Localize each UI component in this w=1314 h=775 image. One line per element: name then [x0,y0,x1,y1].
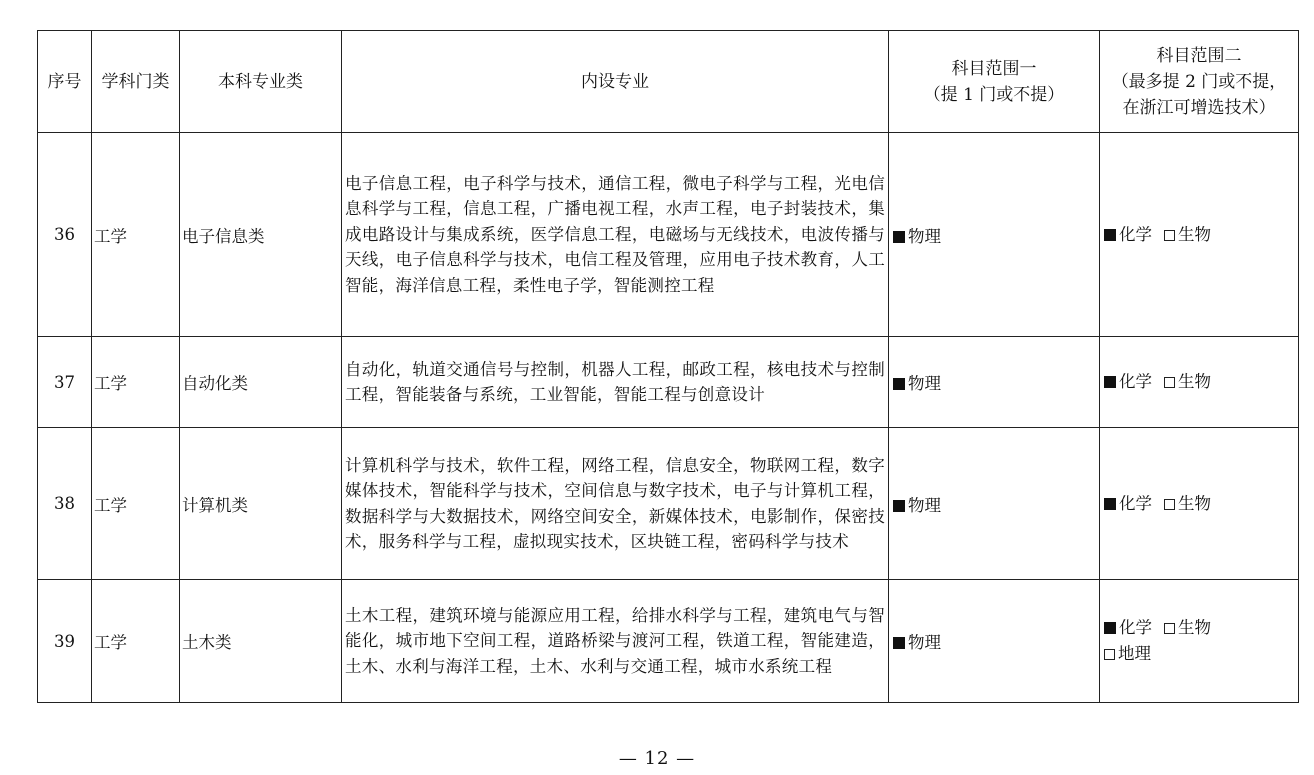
row-category: 自动化类 [180,337,342,428]
scope2-subject: 化学 [1119,618,1152,637]
scope2-subject: 生物 [1178,224,1211,244]
scope2-subject: 化学 [1119,372,1152,391]
header-majors: 内设专业 [342,31,889,133]
scope2-subject: 生物 [1178,493,1211,513]
scope2-subject: 化学 [1119,493,1152,513]
row-no: 37 [38,337,92,428]
checked-box-icon [1104,229,1116,241]
table-row [38,580,1299,703]
header-category: 本科专业类 [180,31,342,133]
row-majors: 土木工程，建筑环境与能源应用工程，给排水科学与工程，建筑电气与智能化，城市地下空间工程，道路桥梁与渡河工程，铁道工程，智能建造，土木、水利与海洋工程，土木、水利与交通工程，城市水系统工程 [342,580,889,703]
row-no: 39 [38,580,92,703]
row-scope1 [889,580,1100,703]
page-number: — 12 — [618,748,696,769]
scope1-subject: 物理 [908,495,941,515]
row-scope1 [889,337,1100,428]
table-header-row [38,31,1299,133]
row-scope2 [1100,337,1299,428]
row-majors: 计算机科学与技术，软件工程，网络工程，信息安全，物联网工程，数字媒体技术，智能科学与技术，空间信息与数字技术，电子与计算机工程，数据科学与大数据技术，网络空间安全，新媒体技术，电影制作，保密技术，服务科学与工程，虚拟现实技术，区块链工程，密码科学与技术 [342,428,889,580]
checked-box-icon [893,378,905,390]
checked-box-icon [893,637,905,649]
row-scope2 [1100,428,1299,580]
scope1-subject: 物理 [908,633,941,652]
row-scope2 [1100,580,1299,703]
checked-box-icon [893,231,905,243]
subject-requirements-table [37,30,1299,703]
row-category: 土木类 [180,580,342,703]
row-scope1 [889,133,1100,337]
table-row [38,337,1299,428]
unchecked-box-icon [1164,499,1175,510]
row-field: 工学 [92,428,180,580]
header-scope1-note: （提 1 门或不提） [923,84,1065,105]
row-majors: 电子信息工程，电子科学与技术，通信工程，微电子科学与工程，光电信息科学与工程，信息工程，广播电视工程，水声工程，电子封装技术，集成电路设计与集成系统，医学信息工程，电磁场与无线技术，电波传播与天线，电子信息科学与技术，电信工程及管理，应用电子技术教育，人工智能，海洋信息工程，柔性电子学，智能测控工程 [342,133,889,337]
header-scope2 [1100,31,1299,133]
unchecked-box-icon [1164,623,1175,634]
row-field: 工学 [92,133,180,337]
row-scope1 [889,428,1100,580]
header-field: 学科门类 [92,31,180,133]
unchecked-box-icon [1104,649,1115,660]
scope2-subject: 化学 [1119,224,1152,244]
scope2-subject: 生物 [1178,618,1211,637]
unchecked-box-icon [1164,230,1175,241]
scope1-subject: 物理 [908,226,941,246]
row-field: 工学 [92,337,180,428]
row-scope2 [1100,133,1299,337]
row-no: 36 [38,133,92,337]
checked-box-icon [893,500,905,512]
header-no: 序号 [38,31,92,133]
table-row [38,133,1299,337]
row-no: 38 [38,428,92,580]
header-scope1 [889,31,1100,133]
checked-box-icon [1104,376,1116,388]
table-row [38,428,1299,580]
unchecked-box-icon [1164,377,1175,388]
header-scope2-title: 科目范围二 [1156,45,1242,66]
header-scope2-note-2: 在浙江可增选技术） [1122,97,1276,118]
header-scope2-note-1: （最多提 2 门或不提， [1111,71,1287,92]
checked-box-icon [1104,498,1116,510]
row-category: 计算机类 [180,428,342,580]
scope2-subject: 地理 [1118,644,1151,663]
checked-box-icon [1104,622,1116,634]
scope1-subject: 物理 [908,374,941,393]
header-scope1-title: 科目范围一 [951,58,1037,79]
row-majors: 自动化，轨道交通信号与控制，机器人工程，邮政工程，核电技术与控制工程，智能装备与系统，工业智能，智能工程与创意设计 [342,337,889,428]
row-category: 电子信息类 [180,133,342,337]
row-field: 工学 [92,580,180,703]
scope2-subject: 生物 [1178,372,1211,391]
